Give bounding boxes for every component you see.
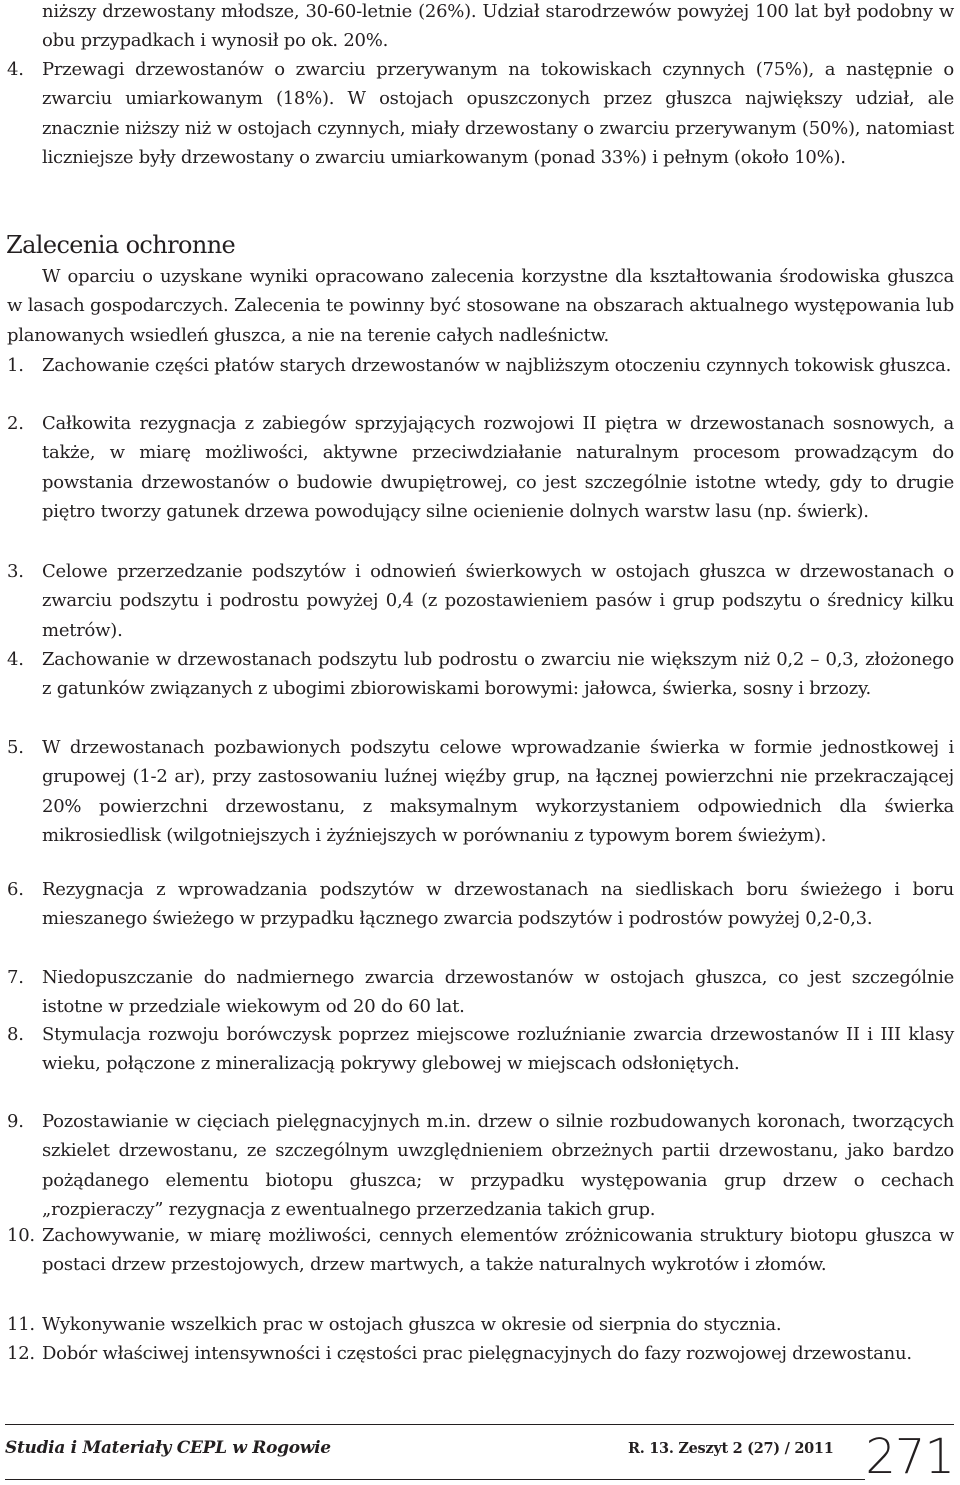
recommendation-item — [7, 1020, 954, 1079]
list-number: 6. — [7, 879, 24, 900]
list-text: Stymulacja rozwoju borówczysk poprzez miejscowe rozluźnianie zwarcia drzewostanów II i III klasy wieku, połączone z mineralizacją pokrywy glebowej w miejscach odsłoniętych. — [42, 1024, 954, 1075]
recommendation-item — [7, 875, 954, 934]
list-text: Pozostawianie w cięciach pielęgnacyjnych m.in. drzew o silnie rozbudowanych koronach, tworzących szkielet drzewostanu, ze szczególnym uwzględnieniem obrzeżnych partii drzewostanu, jako bardzo pożądanego elementu biotopu głuszca; w przypadku występowania grup drzew o cechach „rozpieraczy” rezygnacja z ewentualnego przerzedzania takich grup. — [42, 1111, 954, 1221]
recommendation-item — [7, 351, 954, 380]
list-number: 12. — [7, 1343, 35, 1364]
recommendation-item — [7, 1221, 954, 1280]
recommendation-item — [7, 645, 954, 704]
journal-title: Studia i Materiały CEPL w Rogowie — [5, 1438, 331, 1458]
list-number: 4. — [7, 649, 24, 670]
list-number: 7. — [7, 967, 24, 988]
list-number: 10. — [7, 1225, 35, 1246]
list-number: 3. — [7, 561, 24, 582]
list-text: Zachowanie w drzewostanach podszytu lub podrostu o zwarciu nie większym niż 0,2 – 0,3, złożonego z gatunków związanych z ubogimi zbiorowiskami borowymi: jałowca, świerka, sosny i brzozy. — [42, 649, 954, 700]
list-text: W drzewostanach pozbawionych podszytu celowe wprowadzanie świerka w formie jednostkowej i grupowej (1-2 ar), przy zastosowaniu luźnej więźby grup, na łącznej powierzchni nie przekraczającej 20% powierzchni drzewostanu, z maksymalnym wykorzystaniem odpowiednich dla świerka mikrosiedlisk (wilgotniejszych i żyźniejszych w porównaniu z typowym borem świeżym). — [42, 737, 954, 847]
section-heading: Zalecenia ochronne — [6, 231, 236, 259]
list-text: Wykonywanie wszelkich prac w ostojach głuszca w okresie od sierpnia do stycznia. — [42, 1314, 782, 1335]
list-text: Całkowita rezygnacja z zabiegów sprzyjających rozwojowi II piętra w drzewostanach sosnowych, a także, w miarę możliwości, aktywne przeciwdziałanie naturalnym procesom prowadzącym do powstania drzewostanów o budowie dwupiętrowej, co jest szczególnie istotne wtedy, gdy to drugie piętro tworzy gatunek drzewa powodujący silne ocienienie dolnych warstw lasu (np. świerk). — [42, 413, 954, 523]
page-number: 271 — [865, 1429, 954, 1485]
list-number: 9. — [7, 1111, 24, 1132]
list-text: Zachowywanie, w miarę możliwości, cennych elementów zróżnicowania struktury biotopu głuszca w postaci drzew przestojowych, drzew martwych, a także naturalnych wykrotów i złomów. — [42, 1225, 954, 1276]
list-text: Zachowanie części płatów starych drzewostanów w najbliższym otoczeniu czynnych tokowisk głuszca. — [42, 355, 952, 376]
list-text: Niedopuszczanie do nadmiernego zwarcia drzewostanów w ostojach głuszca, co jest szczególnie istotne w przedziale wiekowym od 20 do 60 lat. — [42, 967, 954, 1018]
recommendation-item — [7, 963, 954, 1022]
footer-divider — [5, 1424, 954, 1425]
recommendation-item — [7, 733, 954, 851]
list-number: 1. — [7, 355, 24, 376]
footer-underline — [5, 1479, 865, 1480]
list-text: Przewagi drzewostanów o zwarciu przerywanym na tokowiskach czynnych (75%), a następnie o zwarciu umiarkowanym (18%). W ostojach opuszczonych przez głuszca największy udział, ale znacznie niższy niż w ostojach czynnych, miały drzewostany o zwarciu przerywanym (50%), natomiast liczniejsze były drzewostany o zwarciu umiarkowanym (ponad 33%) i pełnym (około 10%). — [42, 59, 954, 169]
recommendation-item — [7, 557, 954, 645]
list-number: 2. — [7, 413, 24, 434]
section-intro-paragraph: W oparciu o uzyskane wyniki opracowano zalecenia korzystne dla kształtowania środowiska głuszca w lasach gospodarczych. Zalecenia te powinny być stosowane na obszarach aktualnego występowania lub planowanych wsiedleń głuszca, a nie na terenie całych nadleśnictw. — [7, 266, 954, 346]
list-text: Rezygnacja z wprowadzania podszytów w drzewostanach na siedliskach boru świeżego i boru mieszanego świeżego w przypadku łącznego zwarcia podszytów i podrostów powyżej 0,2-0,3. — [42, 879, 954, 930]
list-text: Celowe przerzedzanie podszytów i odnowień świerkowych w ostojach głuszca w drzewostanach o zwarciu podszytu i podrostu powyżej 0,4 (z pozostawieniem pasów i grup podszytu o średnicy kilku metrów). — [42, 561, 954, 641]
list-number: 4. — [7, 59, 24, 80]
recommendation-item — [7, 1339, 954, 1368]
continued-paragraph: niższy drzewostany młodsze, 30-60-letnie (26%). Udział starodrzewów powyżej 100 lat był podobny w obu przypadkach i wynosił po ok. 20%. — [42, 1, 954, 52]
issue-reference: R. 13. Zeszyt 2 (27) / 2011 — [628, 1440, 834, 1457]
recommendation-item — [7, 1310, 954, 1339]
recommendation-item — [7, 1107, 954, 1225]
recommendation-item — [7, 409, 954, 527]
list-text: Dobór właściwej intensywności i częstości prac pielęgnacyjnych do fazy rozwojowej drzewostanu. — [42, 1343, 912, 1364]
list-number: 11. — [7, 1314, 35, 1335]
findings-list-item — [7, 55, 954, 173]
list-number: 5. — [7, 737, 24, 758]
list-number: 8. — [7, 1024, 24, 1045]
